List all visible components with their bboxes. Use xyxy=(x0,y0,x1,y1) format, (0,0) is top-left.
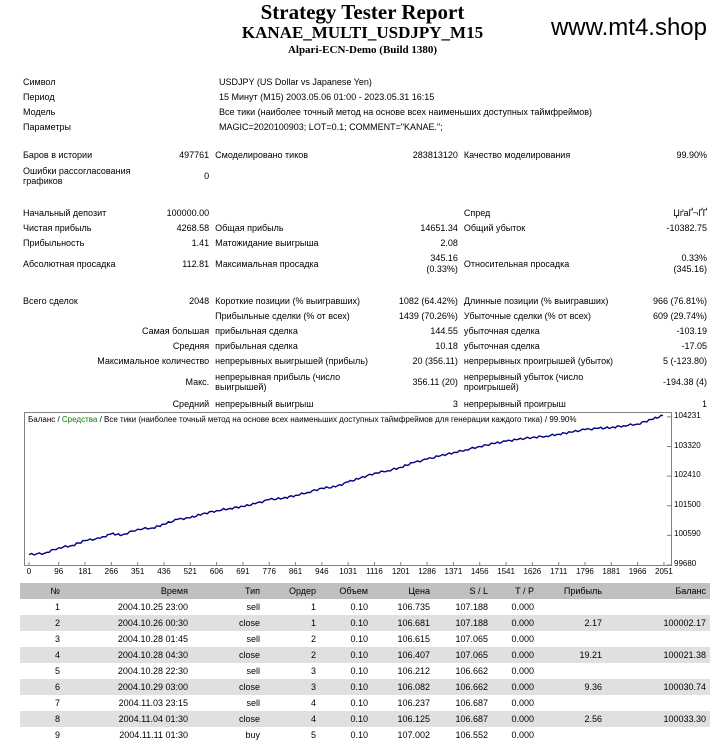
max-dd-amount: 345.16 xyxy=(430,253,458,263)
table-cell: buy xyxy=(245,730,260,740)
table-cell: close xyxy=(192,647,264,663)
table-cell: 106.237 xyxy=(397,698,430,708)
table-cell xyxy=(538,663,606,679)
table-cell: 106.687 xyxy=(455,698,488,708)
table-cell: 2 xyxy=(264,647,320,663)
table-row xyxy=(20,663,710,679)
table-cell: 106.552 xyxy=(455,730,488,740)
table-cell: 107.002 xyxy=(397,730,430,740)
avgcons-wins-value: 3 xyxy=(452,398,458,409)
table-cell: 106.735 xyxy=(397,602,430,612)
table-cell xyxy=(606,631,710,647)
largest-label: Самая большая xyxy=(141,325,210,336)
payoff-label: Матожидание выигрыша xyxy=(215,237,319,248)
table-cell: 1 xyxy=(54,602,60,612)
x-tick-label: 2051 xyxy=(655,567,673,576)
table-cell: 3 xyxy=(264,679,320,695)
mismatch-label: Ошибки рассогласования графиков xyxy=(23,166,131,186)
table-row xyxy=(20,711,710,727)
table-cell: 2004.10.28 22:30 xyxy=(117,666,188,676)
y-tick-label: 99680 xyxy=(674,559,697,568)
avg-profit-label: прибыльная сделка xyxy=(215,340,298,351)
y-tick-label: 101500 xyxy=(674,499,701,509)
rel-dd-percent: 0.33% xyxy=(681,253,707,263)
table-cell: 2 xyxy=(20,615,64,631)
deposit-label: Начальный депозит xyxy=(23,207,107,218)
report-title: Strategy Tester Report xyxy=(260,0,465,24)
trades-header-cell: Ордер xyxy=(264,583,320,599)
period-label: Период xyxy=(23,91,55,102)
deposit-value: 100000.00 xyxy=(166,207,210,218)
x-tick-label: 1116 xyxy=(366,567,383,576)
table-cell: 106.615 xyxy=(397,634,430,644)
table-cell: sell xyxy=(246,602,260,612)
table-cell: close xyxy=(192,711,264,727)
avgcons-label: Средний xyxy=(172,398,210,409)
table-cell xyxy=(538,695,606,711)
profit-trades-value: 1439 (70.26%) xyxy=(398,310,458,321)
y-tick-label: 103320 xyxy=(674,440,701,450)
max-dd-value xyxy=(371,250,461,278)
gross-profit-value: 14651.34 xyxy=(420,222,458,233)
trades-header-cell: Цена xyxy=(372,583,434,599)
max-dd-label: Максимальная просадка xyxy=(215,259,319,269)
table-row xyxy=(20,647,710,663)
table-cell: 0.10 xyxy=(320,711,372,727)
balance-chart-svg xyxy=(25,413,671,565)
x-tick-label: 521 xyxy=(183,567,197,576)
table-cell: 4 xyxy=(264,711,320,727)
largest-loss-label: убыточная сделка xyxy=(463,325,540,336)
total-value: 2048 xyxy=(189,295,210,306)
x-tick-label: 266 xyxy=(104,567,119,576)
info-table xyxy=(20,74,710,134)
period-value: 15 Минут (M15) 2003.05.06 01:00 - 2023.05.31 16:15 xyxy=(219,91,435,102)
quality-label: Качество моделирования xyxy=(463,149,571,160)
x-tick-label: 0 xyxy=(26,567,32,576)
table-cell: 3 xyxy=(54,634,60,644)
quality-value: 99.90% xyxy=(676,149,707,160)
chart-legend xyxy=(28,415,576,424)
table-cell: close xyxy=(192,615,264,631)
trades-header-cell: Время xyxy=(64,583,192,599)
x-tick-label: 606 xyxy=(209,567,224,576)
watermark-text: www.mt4.shop xyxy=(550,14,707,41)
table-cell: 5 xyxy=(54,666,60,676)
legend-description: / Все тики (наиболее точный метод на основе всех наименьших доступных таймфреймов для генерации каждого тика) / 99.90% xyxy=(97,415,577,424)
avg-loss-label: убыточная сделка xyxy=(463,340,540,351)
table-cell: 0.000 xyxy=(492,679,538,695)
rel-dd-label: Относительная просадка xyxy=(463,259,570,269)
max-label: Макс. xyxy=(185,377,210,387)
table-cell: 2.56 xyxy=(538,711,606,727)
legend-equity: Средства xyxy=(61,415,98,424)
symbol-value: USDJPY (US Dollar vs Japanese Yen) xyxy=(219,76,372,87)
x-tick-label: 946 xyxy=(315,567,329,576)
pf-value: 1.41 xyxy=(191,237,210,248)
maxcount-label: Максимальное количество xyxy=(97,355,210,366)
table-cell: 2004.11.04 01:30 xyxy=(64,711,192,727)
x-tick-label: 96 xyxy=(54,567,64,576)
table-cell: 1 xyxy=(264,615,320,631)
table-cell: 100002.17 xyxy=(606,615,710,631)
table-cell: 106.687 xyxy=(434,711,492,727)
trades-header-cell: Прибыль xyxy=(538,583,606,599)
trades-header-cell: Объем xyxy=(320,583,372,599)
spread-value: ЏґаҐ¬ҐҐ xyxy=(673,207,707,218)
table-cell: 106.681 xyxy=(372,615,434,631)
table-row xyxy=(20,695,710,711)
rel-dd-amount: (345.16) xyxy=(673,264,707,274)
gross-loss-label: Общий убыток xyxy=(463,222,526,233)
table-cell: 3 xyxy=(310,666,316,676)
table-cell: 9 xyxy=(54,730,60,740)
table-row xyxy=(20,727,710,743)
x-tick-label: 1031 xyxy=(339,567,358,576)
table-cell: 100021.38 xyxy=(606,647,710,663)
trades-header-row xyxy=(20,583,710,599)
table-cell: 0.000 xyxy=(492,711,538,727)
trades-header-cell: Тип xyxy=(192,583,264,599)
long-value: 966 (76.81%) xyxy=(652,295,707,306)
table-cell: 0.10 xyxy=(350,666,368,676)
y-tick-label: 104231 xyxy=(674,410,701,420)
model-label: Модель xyxy=(23,106,56,117)
avgcons-losses-value: 1 xyxy=(701,398,707,409)
legend-separator: / xyxy=(55,415,62,424)
table-cell: 2 xyxy=(310,634,316,644)
avg-profit-value: 10.18 xyxy=(435,340,458,351)
table-cell: sell xyxy=(246,634,260,644)
maxcons-losses-value: 5 (-123.80) xyxy=(662,355,707,366)
table-cell xyxy=(606,663,710,679)
loss-trades-label: Убыточные сделки (% от всех) xyxy=(463,310,592,321)
x-tick-label: 1541 xyxy=(497,567,515,576)
short-label: Короткие позиции (% выигравших) xyxy=(215,295,361,306)
table-cell: 2004.10.28 04:30 xyxy=(64,647,192,663)
ticks-label: Смоделировано тиков xyxy=(215,149,309,160)
trades-header-cell: № xyxy=(20,583,64,599)
trades-table xyxy=(20,583,710,743)
table-cell: close xyxy=(192,679,264,695)
maxcons-wins-label: непрерывных выигрышей (прибыль) xyxy=(215,355,368,366)
table-cell: 0.000 xyxy=(511,634,534,644)
table-cell: 0.000 xyxy=(511,698,534,708)
table-cell: 106.407 xyxy=(372,647,434,663)
legend-balance: Баланс xyxy=(28,415,56,424)
server-name: Alpari-ECN-Demo (Build 1380) xyxy=(287,44,438,56)
chart-x-axis xyxy=(24,567,672,579)
table-cell xyxy=(606,695,710,711)
y-tick-label: 100590 xyxy=(674,529,701,539)
table-cell xyxy=(606,599,710,615)
long-label: Длинные позиции (% выигравших) xyxy=(463,295,609,306)
table-cell: sell xyxy=(246,666,260,676)
maxcons-loss-label: непрерывный убыток (число проигрышей) xyxy=(463,372,584,392)
maxcons-profit-value: 356.11 (20) xyxy=(412,377,458,387)
loss-trades-value: 609 (29.74%) xyxy=(652,310,707,321)
table-cell: 4 xyxy=(20,647,64,663)
x-tick-label: 1456 xyxy=(470,567,489,576)
largest-profit-label: прибыльная сделка xyxy=(215,325,298,336)
table-cell: 6 xyxy=(20,679,64,695)
gross-profit-label: Общая прибыль xyxy=(215,222,284,233)
table-cell: 106.082 xyxy=(372,679,434,695)
short-value: 1082 (64.42%) xyxy=(398,295,458,306)
table-cell: 2004.11.11 01:30 xyxy=(119,730,188,740)
table-cell: 0.10 xyxy=(320,679,372,695)
maxcons-losses-label: непрерывных проигрышей (убыток) xyxy=(463,355,614,366)
table-cell xyxy=(538,631,606,647)
y-tick-label: 102410 xyxy=(674,470,701,480)
table-cell: 19.21 xyxy=(538,647,606,663)
table-cell: 2.17 xyxy=(538,615,606,631)
maxcons-loss-value: -194.38 (4) xyxy=(662,377,707,387)
mismatch-value: 0 xyxy=(204,171,210,181)
largest-loss-value: -103.19 xyxy=(676,325,707,336)
table-cell: 100033.30 xyxy=(606,711,710,727)
table-cell: 107.188 xyxy=(434,615,492,631)
table-cell: 106.662 xyxy=(455,666,488,676)
avg-label: Средняя xyxy=(172,340,210,351)
total-label: Всего сделок xyxy=(23,295,78,306)
avg-loss-value: -17.05 xyxy=(681,340,707,351)
x-tick-label: 181 xyxy=(78,567,92,576)
x-tick-label: 1796 xyxy=(576,567,594,576)
table-cell: 106.662 xyxy=(434,679,492,695)
table-row xyxy=(20,631,710,647)
symbol-label: Символ xyxy=(23,76,56,87)
bars-value: 497761 xyxy=(179,149,210,160)
trades-header-cell: T / P xyxy=(492,583,538,599)
spread-label: Спред xyxy=(463,207,491,218)
table-cell: 107.188 xyxy=(455,602,488,612)
payoff-value: 2.08 xyxy=(440,237,458,248)
params-value: MAGIC=2020100903; LOT=0.1; COMMENT="KANAE."; xyxy=(219,121,443,132)
balance-series-line xyxy=(29,415,663,555)
table-row xyxy=(20,679,710,695)
table-cell: 7 xyxy=(54,698,60,708)
table-cell: 0.000 xyxy=(492,647,538,663)
report-subtitle: KANAE_MULTI_USDJPY_M15 xyxy=(241,23,484,42)
table-cell: 107.065 xyxy=(434,647,492,663)
table-cell: 0.000 xyxy=(492,615,538,631)
table-cell: 0.10 xyxy=(350,602,368,612)
x-tick-label: 1626 xyxy=(523,567,542,576)
table-cell: 0.000 xyxy=(511,602,534,612)
table-cell: 5 xyxy=(310,730,316,740)
net-value: 4268.58 xyxy=(176,222,210,233)
table-cell: 1 xyxy=(310,602,316,612)
abs-dd-value: 112.81 xyxy=(182,259,210,269)
x-tick-label: 1881 xyxy=(602,567,621,576)
x-tick-label: 1966 xyxy=(628,567,647,576)
table-cell: 2004.11.03 23:15 xyxy=(118,698,188,708)
table-cell: sell xyxy=(246,698,260,708)
stats-table xyxy=(20,147,710,411)
avgcons-wins-label: непрерывный выигрыш xyxy=(215,398,314,409)
table-cell: 106.125 xyxy=(372,711,434,727)
trades-header-cell: Баланс xyxy=(606,583,710,599)
table-cell xyxy=(538,599,606,615)
table-cell: 0.10 xyxy=(350,634,368,644)
table-cell: 100030.74 xyxy=(606,679,710,695)
table-cell: 2004.10.25 23:00 xyxy=(117,602,188,612)
gross-loss-value: -10382.75 xyxy=(666,222,707,233)
bars-label: Баров в истории xyxy=(23,149,93,160)
rel-dd-value xyxy=(639,250,710,278)
table-cell: 0.10 xyxy=(320,647,372,663)
pf-label: Прибыльность xyxy=(23,237,85,248)
x-tick-label: 861 xyxy=(288,567,303,576)
table-cell: 0.10 xyxy=(350,730,368,740)
model-value: Все тики (наиболее точный метод на основе всех наименьших доступных таймфреймов) xyxy=(219,106,592,117)
x-tick-label: 351 xyxy=(130,567,145,576)
table-cell: 2004.10.26 00:30 xyxy=(64,615,192,631)
table-cell: 0.10 xyxy=(350,698,368,708)
table-cell: 0.000 xyxy=(511,730,534,740)
maxcons-wins-value: 20 (356.11) xyxy=(412,355,458,366)
x-tick-label: 1286 xyxy=(418,567,436,576)
largest-profit-value: 144.55 xyxy=(430,325,458,336)
table-cell: 4 xyxy=(310,698,316,708)
x-tick-label: 776 xyxy=(262,567,276,576)
table-cell xyxy=(538,727,606,743)
table-row xyxy=(20,599,710,615)
abs-dd-label: Абсолютная просадка xyxy=(23,259,116,269)
maxcons-profit-label: непрерывная прибыль (число выигрышей) xyxy=(215,372,341,392)
table-cell: 106.212 xyxy=(397,666,430,676)
x-tick-label: 1711 xyxy=(550,567,568,576)
trades-header-cell: S / L xyxy=(434,583,492,599)
table-cell: 2004.10.29 03:00 xyxy=(64,679,192,695)
avgcons-losses-label: непрерывный проигрыш xyxy=(463,398,566,409)
table-cell: 0.10 xyxy=(320,615,372,631)
x-tick-label: 1371 xyxy=(444,567,463,576)
table-cell: 9.36 xyxy=(538,679,606,695)
table-cell xyxy=(606,727,710,743)
table-cell: 107.065 xyxy=(455,634,488,644)
max-dd-percent: (0.33%) xyxy=(426,264,458,274)
table-row xyxy=(20,615,710,631)
profit-trades-label: Прибыльные сделки (% от всех) xyxy=(215,310,350,321)
ticks-value: 283813120 xyxy=(412,149,458,160)
table-cell: 2004.10.28 01:45 xyxy=(117,634,188,644)
x-tick-label: 436 xyxy=(157,567,171,576)
x-tick-label: 691 xyxy=(236,567,250,576)
x-tick-label: 1201 xyxy=(391,567,410,576)
chart-y-axis xyxy=(674,412,724,572)
net-label: Чистая прибыль xyxy=(23,222,92,233)
table-cell: 0.000 xyxy=(511,666,534,676)
params-label: Параметры xyxy=(23,121,71,132)
balance-chart xyxy=(24,412,672,566)
table-cell: 8 xyxy=(20,711,64,727)
